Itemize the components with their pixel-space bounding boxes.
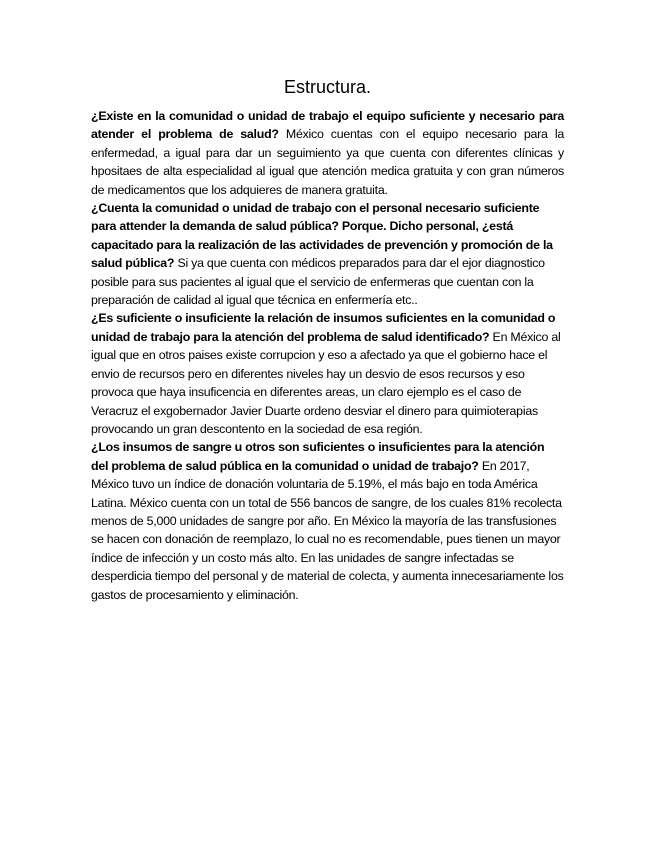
answer-equipment: México cuentas con el equipo necesario para la enfermedad, a igual para dar un seguimiento ya que cuenta con diferentes clínicas y hpositaes de alta especialidad al igual que atención medica gratuita y con gran números de medicamentos que los adquieres de manera gratuita. [91,127,564,197]
answer-personnel: Si ya que cuenta con médicos preparados para dar el ejor diagnostico posible para sus pacientes al igual que el servicio de enfermeras que cuentan con la preparación de calidad al igual que técnica en enfermería etc.. [91,256,545,308]
question-blood: ¿Los insumos de sangre u otros son suficientes o insuficientes para la atención del problema de salud pública en la comunidad o unidad de trabajo? [91,440,545,473]
paragraph-personnel [91,199,564,309]
paragraph-supplies [91,309,564,438]
answer-blood: En 2017, México tuvo un índice de donación voluntaria de 5.19%, el más bajo en toda América Latina. México cuenta con un total de 556 bancos de sangre, de los cuales 81% recolecta menos de 5,000 unidades de sangre por año. En México la mayoría de las transfusiones se hacen con donación de reemplazo, lo cual no es recomendable, pues tienen un mayor índice de infección y un costo más alto. En las unidades de sangre infectadas se desperdicia tiempo del personal y de material de colecta, y aumenta innecesariamente los gastos de procesamiento y eliminación. [91,458,564,602]
paragraph-blood [91,438,564,604]
question-supplies: ¿Es suficiente o insuficiente la relación de insumos suficientes en la comunidad o unidad de trabajo para la atención del problema de salud identificado? [91,311,556,344]
answer-supplies: En México al igual que en otros paises existe corrupcion y eso a afectado ya que el gobierno hace el envio de recursos pero en diferentes niveles hay un desvio de esos recursos y eso provoca que haya insuficencia en diferentes areas, un claro ejemplo es el caso de Veracruz el exgobernador Javier Duarte ordeno desviar el dinero para quimioterapias provocando un gran descontento en la sociedad de esa región. [91,329,561,436]
question-equipment: ¿Existe en la comunidad o unidad de trabajo el equipo suficiente y necesario para atender el problema de salud? [91,109,564,142]
question-personnel: ¿Cuenta la comunidad o unidad de trabajo con el personal necesario suficiente para attender la demanda de salud pública? Porque. Dicho personal, ¿está capacitado para la realización de las actividades de prevención y promoción de la salud pública? [91,201,553,271]
paragraph-equipment [91,107,564,199]
page-title: Estructura. [283,77,372,97]
document-body [91,107,564,604]
